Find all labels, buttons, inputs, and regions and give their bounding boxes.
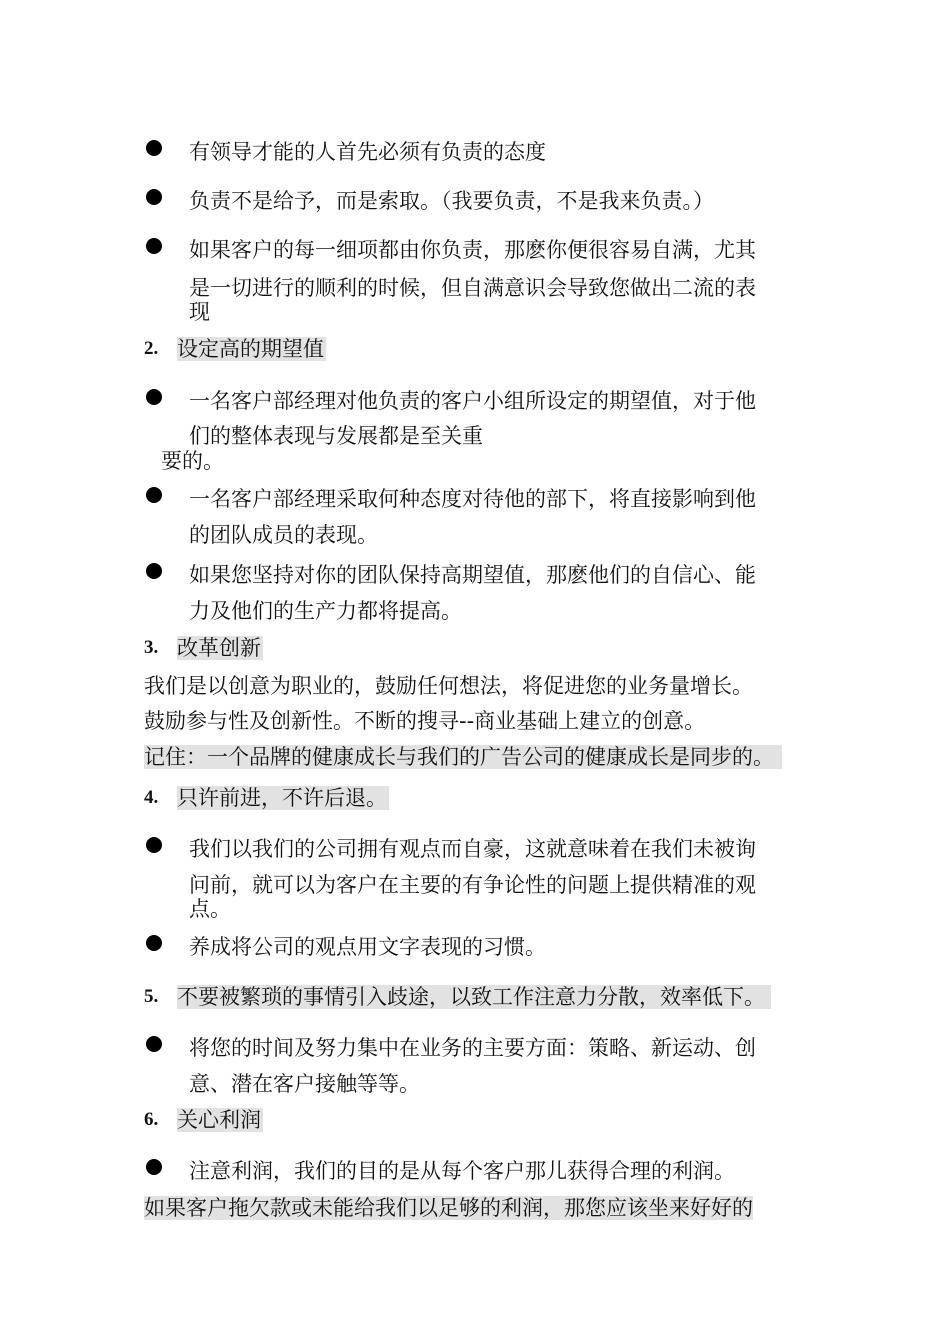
paragraph: 我们是以创意为职业的，鼓励任何想法，将促进您的业务量增长。: [144, 674, 753, 698]
list-item-line: 一名客户部经理采取何种态度对待他的部下，将直接影响到他: [189, 487, 756, 511]
list-item: [189, 189, 714, 213]
section-heading: 关心利润: [177, 1108, 261, 1132]
list-item: [189, 935, 546, 959]
paragraph: 如果客户拖欠款或未能给我们以足够的利润，那您应该坐来好好的: [144, 1196, 753, 1220]
paragraph: 记住：一个品牌的健康成长与我们的广告公司的健康成长是同步的。: [144, 745, 782, 769]
list-item: [189, 140, 546, 164]
list-item-line: 们的整体表现与发展都是至关重: [189, 424, 483, 448]
bullet-icon: [146, 487, 162, 503]
list-item-line: 问前，就可以为客户在主要的有争论性的问题上提供精准的观: [189, 873, 756, 897]
bullet-icon: [146, 837, 162, 853]
list-item: [189, 563, 756, 623]
list-item-line: 注意利润，我们的目的是从每个客户那儿获得合理的利润。: [189, 1159, 735, 1183]
bullet-icon: [146, 935, 162, 951]
section-number: 6.: [144, 1109, 159, 1130]
paragraph-highlighted: [144, 1196, 753, 1220]
section-number: 5.: [144, 986, 159, 1007]
paragraph: 鼓励参与性及创新性。不断的搜寻--商业基础上建立的创意。: [144, 709, 706, 733]
section-heading: 设定高的期望值: [177, 337, 324, 361]
list-item-line: 如果您坚持对你的团队保持高期望值，那麽他们的自信心、能: [189, 563, 756, 587]
list-item-line: 是一切进行的顺利的时候，但自满意识会导致您做出二流的表: [189, 276, 756, 300]
list-item-line: 点。: [189, 897, 231, 921]
list-item-line: 要的。: [161, 449, 224, 473]
list-item: [189, 238, 756, 324]
bullet-icon: [146, 563, 162, 579]
list-item-line: 将您的时间及努力集中在业务的主要方面：策略、新运动、创: [189, 1036, 756, 1060]
bullet-icon: [146, 238, 162, 254]
list-item-line: 我们以我们的公司拥有观点而自豪，这就意味着在我们未被询: [189, 837, 756, 861]
section-number: 3.: [144, 637, 159, 658]
section-heading: 只许前进，不许后退。: [177, 786, 387, 810]
bullet-icon: [146, 389, 162, 405]
list-item-line: 如果客户的每一细项都由你负责，那麽你便很容易自满，尤其: [189, 238, 756, 262]
list-item: [189, 389, 756, 448]
paragraph-highlighted: [144, 745, 782, 769]
bullet-icon: [146, 140, 162, 156]
list-item: [189, 1036, 756, 1096]
list-item-line: 养成将公司的观点用文字表现的习惯。: [189, 935, 546, 959]
list-item-line: 负责不是给予，而是索取。（我要负责，不是我来负责。）: [189, 189, 714, 213]
list-item: [189, 1159, 735, 1183]
list-item-line: 意、潜在客户接触等等。: [189, 1072, 420, 1096]
section-number: 4.: [144, 787, 159, 808]
section-heading: 不要被繁琐的事情引入歧途，以致工作注意力分散，效率低下。: [177, 985, 771, 1009]
list-item: [189, 487, 756, 547]
list-item-line: 力及他们的生产力都将提高。: [189, 599, 462, 623]
list-item-line: 现: [189, 300, 210, 324]
section-number: 2.: [144, 338, 159, 359]
list-item-line: 有领导才能的人首先必须有负责的态度: [189, 140, 546, 164]
bullet-icon: [146, 1159, 162, 1175]
section-heading: 改革创新: [177, 636, 261, 660]
bullet-icon: [146, 1036, 162, 1052]
list-item-line: 一名客户部经理对他负责的客户小组所设定的期望值，对于他: [189, 389, 756, 413]
bullet-icon: [146, 189, 162, 205]
list-item: [189, 837, 756, 921]
list-item-line: 的团队成员的表现。: [189, 523, 378, 547]
